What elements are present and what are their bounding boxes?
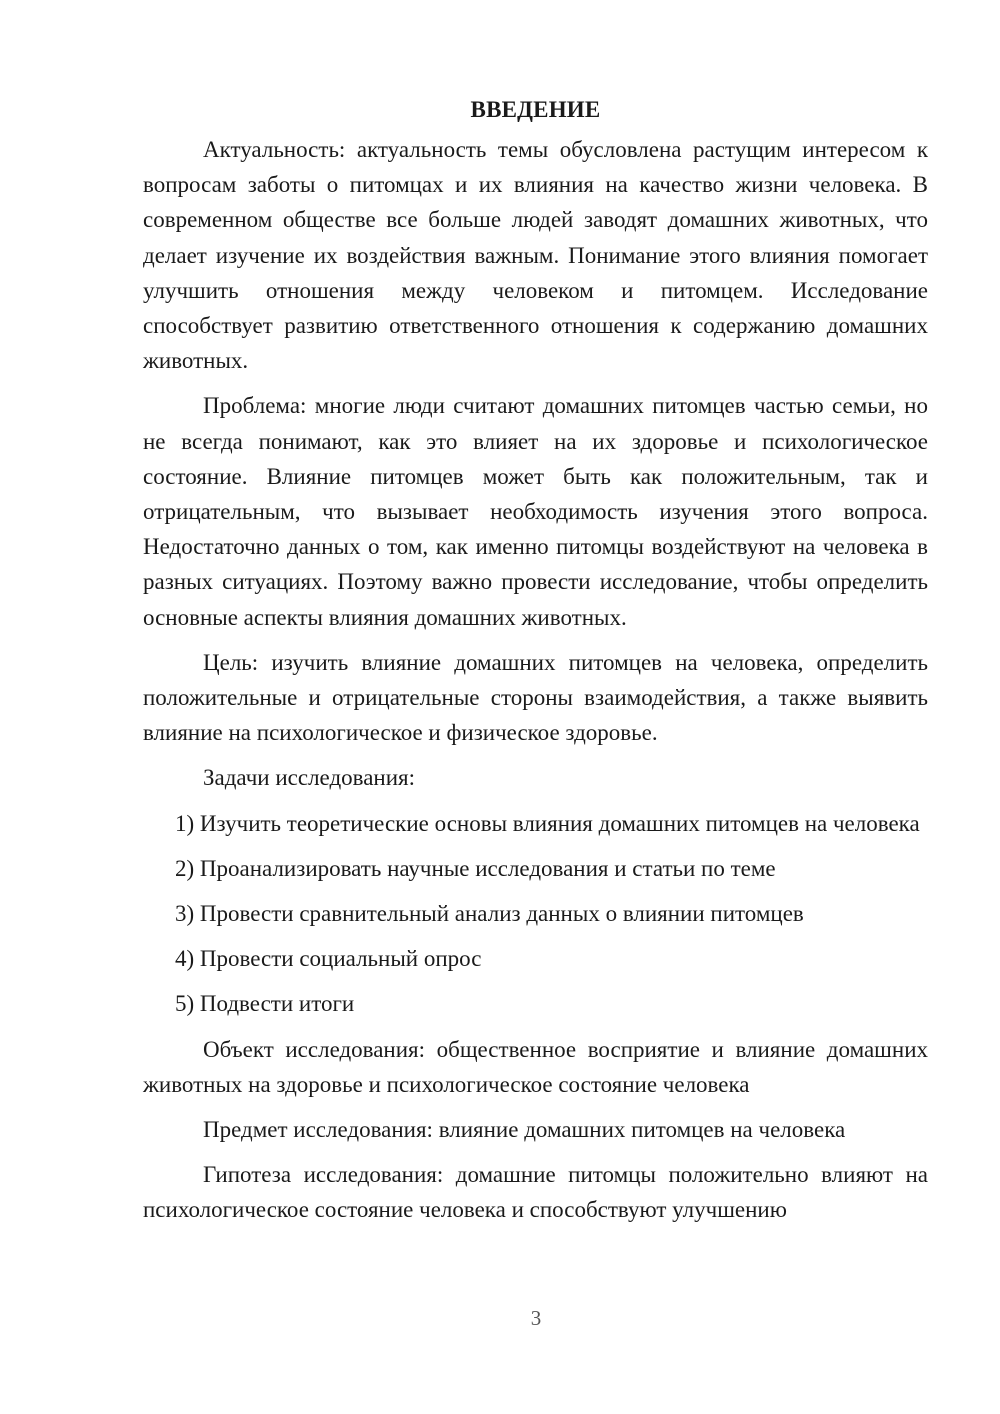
task-item-4: 4) Провести социальный опрос <box>175 946 482 972</box>
task-item-3: 3) Провести сравнительный анализ данных о влиянии питомцев <box>175 901 804 927</box>
paragraph-hypothesis: Гипотеза исследования: домашние питомцы положительно влияют на психологическое состояние человека и способствуют улучшению <box>143 1162 928 1223</box>
task-item-2: 2) Проанализировать научные исследования и статьи по теме <box>175 855 776 881</box>
paragraph-problem: Проблема: многие люди считают домашних питомцев частью семьи, но не всегда понимают, как это влияет на их здоровье и психологическое состояние. Влияние питомцев может быть как положительным, так и отрицательным, что вызывает необходимость изучения этого вопроса. Недостаточно данных о том, как именно питомцы воздействуют на человека в разных ситуациях. Поэтому важно провести исследование, чтобы определить основные аспекты влияния домашних животных. <box>143 393 928 630</box>
paragraph-goal: Цель: изучить влияние домашних питомцев на человека, определить положительные и отрицательные стороны взаимодействия, а также выявить влияние на психологическое и физическое здоровье. <box>143 649 928 746</box>
paragraph-object: Объект исследования: общественное восприятие и влияние домашних животных на здоровье и психологическое состояние человека <box>143 1036 928 1097</box>
tasks-heading: Задачи исследования: <box>203 765 416 791</box>
paragraph-relevance: Актуальность: актуальность темы обусловлена растущим интересом к вопросам заботы о питомцах и их влияния на качество жизни человека. В современном обществе все больше людей заводят домашних животных, что делает изучение их воздействия важным. Понимание этого влияния помогает улучшить отношения между человеком и питомцем. Исследование способствует развитию ответственного отношения к содержанию домашних животных. <box>143 137 928 374</box>
document-page <box>143 92 928 1238</box>
section-title: ВВЕДЕНИЕ <box>470 97 601 122</box>
paragraph-subject: Предмет исследования: влияние домашних питомцев на человека <box>203 1117 846 1143</box>
task-item-5: 5) Подвести итоги <box>175 991 355 1017</box>
page-number: 3 <box>530 1306 542 1330</box>
task-item-1: 1) Изучить теоретические основы влияния домашних питомцев на человека <box>175 810 920 836</box>
